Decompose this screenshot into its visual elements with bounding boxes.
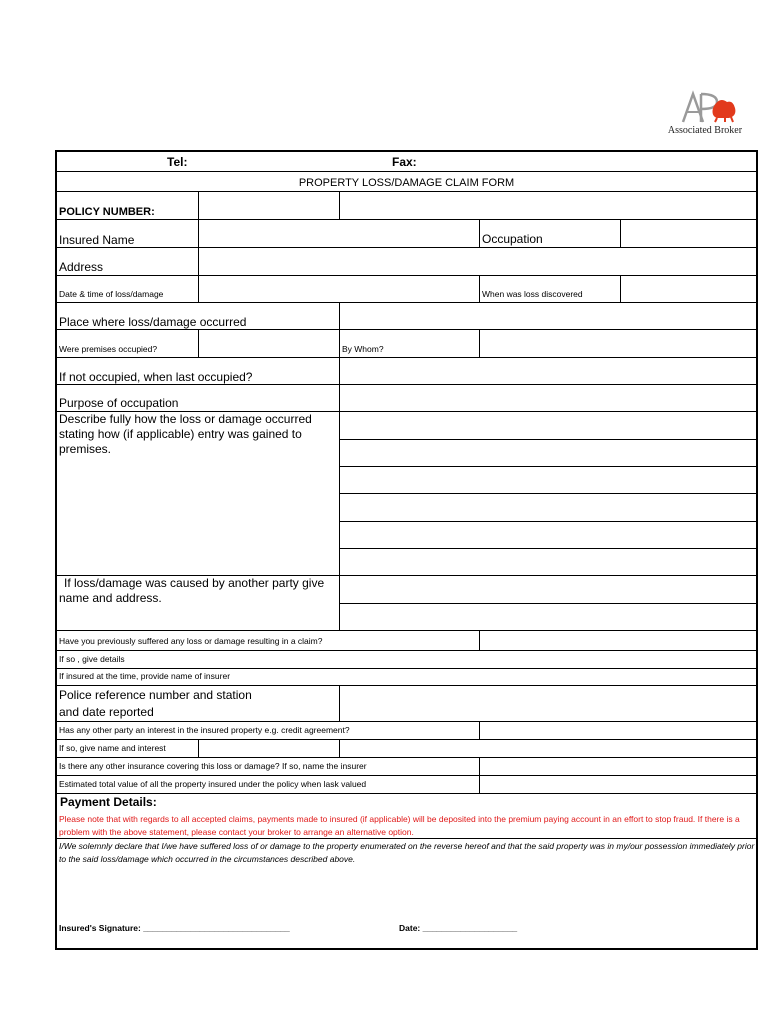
other-insurance-label: Is there any other insurance covering this loss or damage? If so, name the insurer [59,761,367,771]
date-time-label: Date & time of loss/damage [59,289,164,299]
last-occupied-label: If not occupied, when last occupied? [59,370,253,384]
if-insured-field[interactable] [257,670,756,684]
occupation-label: Occupation [482,232,543,246]
premises-occupied-field[interactable] [200,331,337,356]
when-discovered-label: When was loss discovered [482,289,583,299]
company-logo [655,88,755,138]
police-ref-label-1: Police reference number and station [59,688,252,702]
if-so-name-field-2[interactable] [341,741,756,756]
place-label: Place where loss/damage occurred [59,315,247,329]
insured-name-field[interactable] [200,221,477,246]
purpose-label: Purpose of occupation [59,396,179,410]
declaration-text: I/We solemnly declare that I/we have suffered loss of or damage to the property enumerated on the reverse hereof and that the said property was in my/our possession immediately prior to the said loss/damage which occurred in the circumstances described above. [59,841,755,864]
describe-field[interactable] [341,413,756,574]
payment-heading: Payment Details: [60,795,157,809]
if-insured-label: If insured at the time, provide name of insurer [59,671,231,681]
last-occupied-field[interactable] [341,359,756,383]
form-title: PROPERTY LOSS/DAMAGE CLAIM FORM [298,177,515,189]
insured-name-label: Insured Name [59,233,135,247]
address-label: Address [59,260,104,274]
address-field[interactable] [200,249,756,274]
by-whom-label: By Whom? [342,344,384,354]
fax-label: Fax: [392,155,417,169]
another-party-label: If loss/damage was caused by another party give name and address. [59,576,325,605]
policy-number-label: POLICY NUMBER: [59,206,155,218]
by-whom-field[interactable] [481,331,756,356]
logo-company-name: Associated Broker [667,125,743,136]
occupation-field[interactable] [622,221,756,246]
previous-loss-field[interactable] [481,632,756,649]
logo-mark-icon [655,88,755,126]
police-ref-label-2: and date reported [59,705,154,719]
date-line[interactable]: Date: ____________________ [399,923,518,933]
other-interest-field[interactable] [481,723,756,738]
another-party-field[interactable] [341,577,756,629]
previous-loss-label: Have you previously suffered any loss or damage resulting in a claim? [59,636,323,646]
if-so-details-label: If so , give details [59,654,125,664]
payment-notice: Please note that with regards to all accepted claims, payments made to insured (if applicable) will be deposited into the premium paying account in an effort to stop fraud. If there is a problem with the above statement, please contact your broker to arrange an alternative option. [59,814,740,837]
other-insurance-field[interactable] [481,759,756,774]
place-field[interactable] [341,304,756,328]
signature-line[interactable]: Insured's Signature: _______________________________ [59,923,290,933]
if-so-name-field[interactable] [200,741,337,756]
other-interest-label: Has any other party an interest in the insured property e.g. credit agreement? [59,725,350,735]
date-time-field[interactable] [200,277,477,301]
premises-occupied-label: Were premises occupied? [59,344,158,354]
purpose-field[interactable] [341,386,756,410]
if-so-details-field[interactable] [157,652,756,667]
policy-number-field-2[interactable] [341,193,756,218]
tel-label: Tel: [167,155,188,169]
describe-label: Describe fully how the loss or damage occurred stating how (if applicable) entry was gained to premises. [59,412,312,456]
when-discovered-field[interactable] [622,277,756,301]
if-so-name-label: If so, give name and interest [59,743,166,753]
estimated-value-label: Estimated total value of all the property insured under the policy when lask valued [59,779,367,789]
claim-form [55,150,758,950]
police-ref-field[interactable] [341,687,756,720]
estimated-value-field[interactable] [481,777,756,792]
policy-number-field[interactable] [200,193,337,218]
